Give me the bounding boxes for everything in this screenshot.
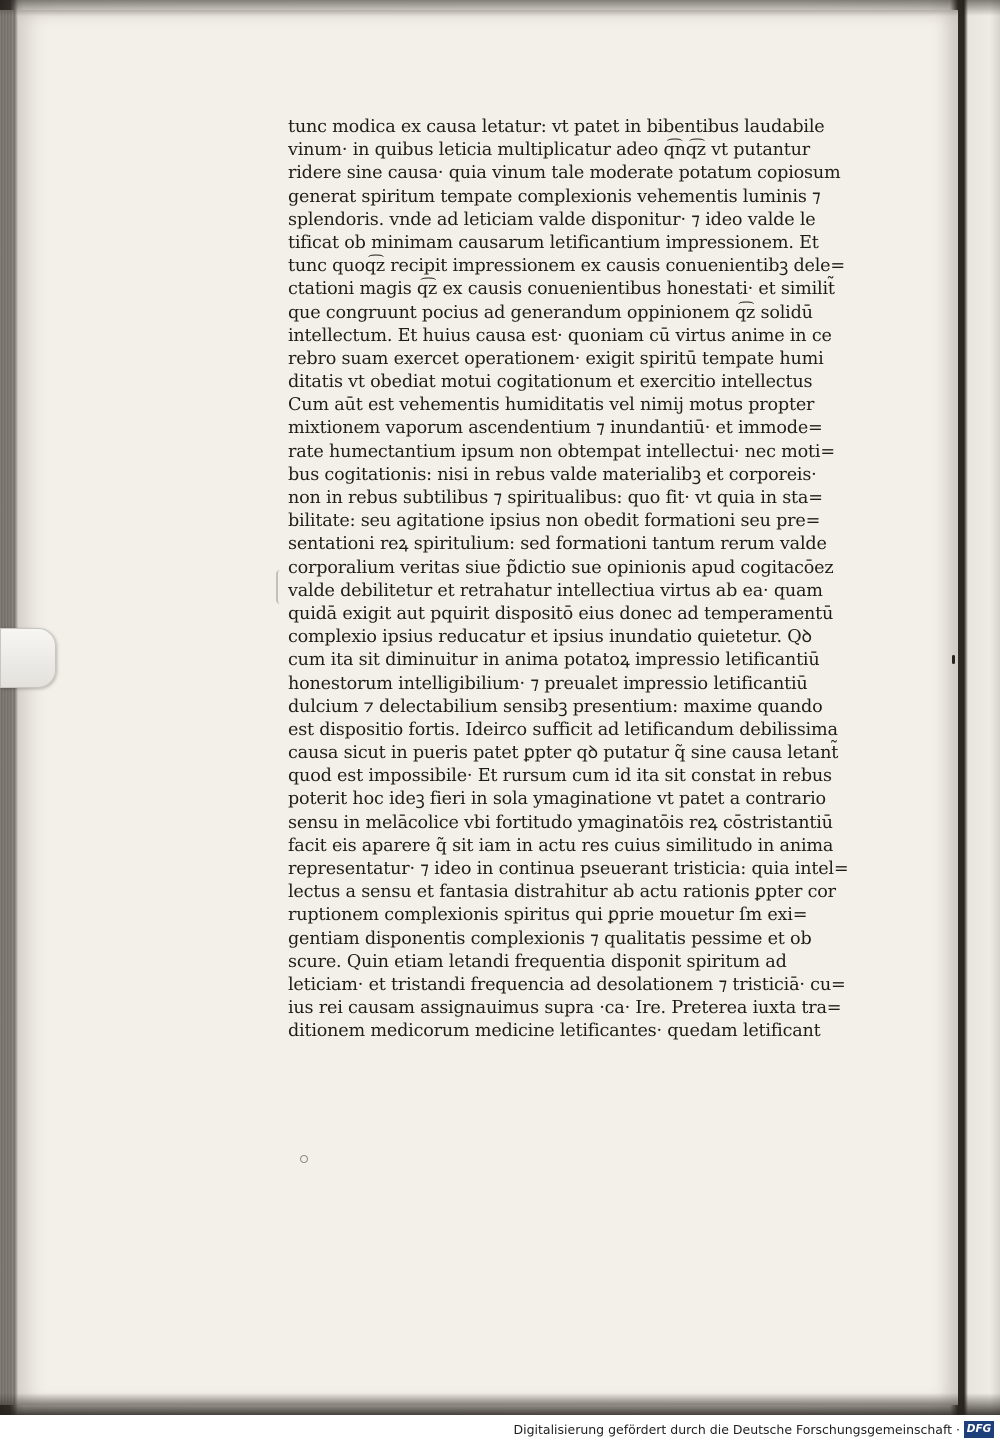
page-clip-tab [0, 628, 56, 688]
text-line: cum ita sit diminuitur in anima potatoꝝ impressio letificantiū [288, 650, 820, 671]
text-line: complexio ipsius reducatur et ipsius inundatio quietetur. Qꝺ [288, 627, 812, 648]
text-line: rate humectantium ipsum non obtempat intellectui· nec moti= [288, 441, 835, 462]
ink-dot-mark [952, 655, 955, 664]
text-line: tunc modica ex causa letatur: vt patet in bibentibus laudabile [288, 117, 825, 137]
text-line: tunc quoq͡z recipit impressionem ex causis conuenientibꝫ dele= [288, 256, 845, 277]
text-line: est dispositio fortis. Ideirco sufficit ad letificandum debilissima [288, 719, 838, 740]
dfg-logo: DFG [964, 1421, 994, 1438]
text-line: tificat ob minimam causarum letificantium impressionem. Et [288, 232, 819, 253]
top-shadow [0, 0, 1000, 16]
text-line: quod est impossibile· Et rursum cum id ita sit constat in rebus [288, 766, 832, 787]
text-line: intellectum. Et huius causa est· quoniam cū virtus anime in ce [288, 325, 832, 346]
printed-text-block [288, 116, 854, 1044]
text-line: non in rebus subtilibus ⁊ spiritualibus: quo fit· vt quia in sta= [288, 488, 823, 508]
funding-credit: Digitalisierung gefördert durch die Deutsche Forschungsgemeinschaft · [513, 1422, 960, 1437]
text-line: ctationi magis q͡z ex causis conuenientibus honestati· et similit̃ [288, 279, 835, 300]
text-line: ditionem medicorum medicine letificantes· quedam letificant [288, 1021, 821, 1042]
text-line: que congruunt pocius ad generandum oppinionem q͡z solidū [288, 302, 813, 323]
text-line: ruptionem complexionis spiritus qui ꝑprie mouetur ſm exi= [288, 905, 808, 926]
text-line: representatur· ⁊ ideo in continua pseuerant tristicia: quia intel= [288, 859, 849, 879]
text-line: Cum aūt est vehementis humiditatis vel nimij motus propter [288, 395, 815, 416]
text-line: sentationi reꝝ spiritulium: sed formationi tantum rerum valde [288, 534, 827, 555]
text-line: vinum· in quibus leticia multiplicatur adeo q͡nq͡z vt putantur [288, 140, 810, 161]
text-line: generat spiritum tempate complexionis vehementis luminis ⁊ [288, 186, 821, 207]
footer-bar [0, 1415, 1000, 1446]
text-line: honestorum intelligibilium· ⁊ preualet impressio letificantiū [288, 673, 808, 694]
text-line: dulcium ⁊ delectabilium sensibꝫ presentium: maxime quando [288, 696, 823, 717]
text-line: rebro suam exercet operationem· exigit spiritū tempate humi [288, 348, 824, 369]
text-line: mixtionem vaporum ascendentium ⁊ inundantiū· et immode= [288, 418, 823, 439]
text-line: ridere sine causa· quia vinum tale moderate potatum copiosum [288, 163, 841, 184]
text-line: scure. Quin etiam letandi frequentia disponit spiritum ad [288, 951, 787, 972]
text-line: ius rei causam assignauimus supra ·ca· Ire. Preterea iuxta tra= [288, 998, 842, 1019]
text-line: bus cogitationis: nisi in rebus valde materialibꝫ et corporeis· [288, 464, 817, 485]
text-line: lectus a sensu et fantasia distrahitur ab actu rationis ꝑpter cor [288, 882, 836, 903]
text-line: poterit hoc ideꝫ fieri in sola ymaginatione vt patet a contrario [288, 789, 826, 810]
text-line: leticiam· et tristandi frequencia ad desolationem ⁊ tristiciā· cu= [288, 974, 846, 995]
text-line: causa sicut in pueris patet ꝑpter qꝺ putatur q̃ sine causa letant̃ [288, 743, 839, 764]
text-line: bilitate: seu agitatione ipsius non obedit formationi seu pre= [288, 511, 821, 532]
book-page-edges [0, 10, 14, 1405]
text-line: splendoris. vnde ad leticiam valde disponitur· ⁊ ideo valde le [288, 209, 816, 230]
text-line: facit eis aparere q̃ sit iam in actu res cuius similitudo in anima [288, 835, 834, 856]
text-line: corporalium veritas siue p̃dictio sue opinionis apud cogitacōez [288, 557, 834, 578]
text-line: ditatis vt obediat motui cogitationum et exercitio intellectus [288, 372, 813, 393]
ink-circle-mark [300, 1155, 308, 1163]
text-line: gentiam disponentis complexionis ⁊ qualitatis pessime et ob [288, 928, 812, 949]
text-line: quidā exigit aut pquirit dispositō eius donec ad temperamentū [288, 603, 834, 624]
bottom-shadow [0, 1393, 1000, 1415]
text-line: valde debilitetur et retrahatur intellectiua virtus ab ea· quam [288, 580, 823, 601]
text-line: sensu in melācolice vbi fortitudo ymaginatōis reꝝ cōstristantiū [288, 812, 833, 833]
